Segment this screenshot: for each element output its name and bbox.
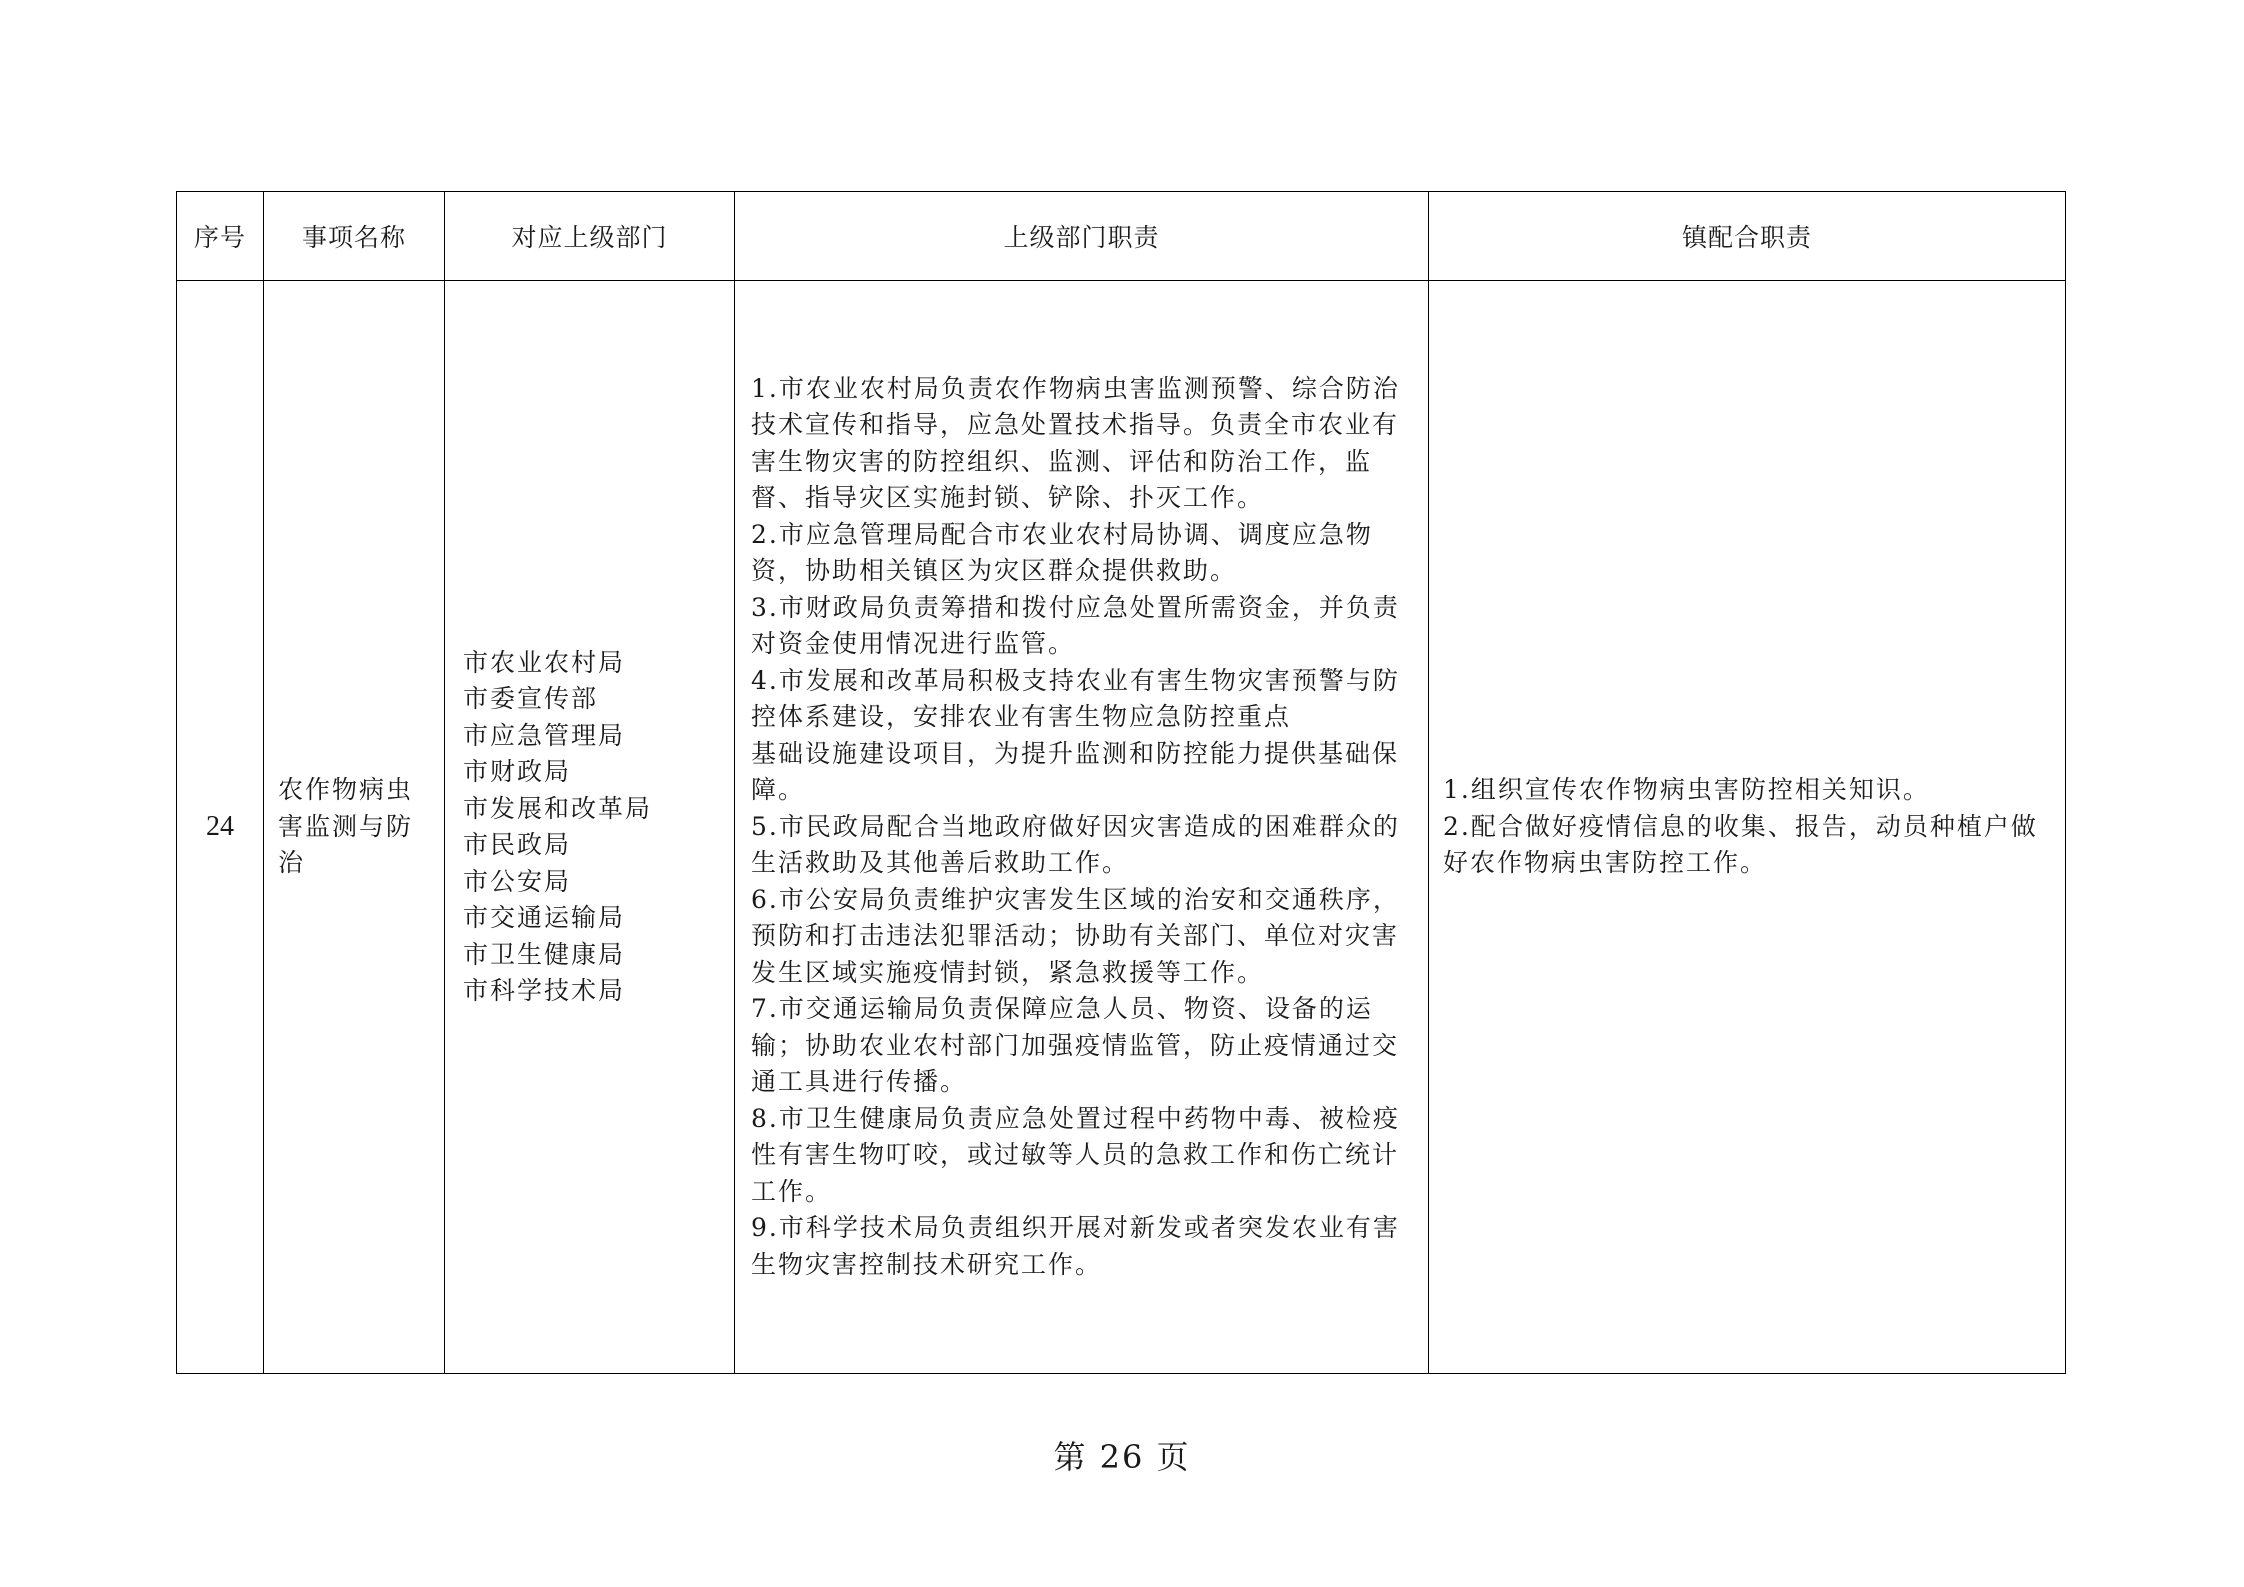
department-item: 市科学技术局 — [463, 976, 626, 1005]
duty-item: 3.市财政局负责筹措和拨付应急处置所需资金，并负责对资金使用情况进行监管。 — [751, 592, 1400, 659]
duty-item: 4.市发展和改革局积极支持农业有害生物灾害预警与防控体系建设，安排农业有害生物应急防控重点 — [751, 665, 1400, 732]
duty-item: 1.市农业农村局负责农作物病虫害监测预警、综合防治技术宣传和指导，应急处置技术指导。负责全市农业有害生物灾害的防控组织、监测、评估和防治工作，监督、指导灾区实施封锁、铲除、扑灭工作。 — [751, 373, 1400, 513]
duty-item: 2.市应急管理局配合市农业农村局协调、调度应急物资，协助相关镇区为灾区群众提供救助。 — [751, 519, 1373, 586]
duty-item: 8.市卫生健康局负责应急处置过程中药物中毒、被检疫性有害生物叮咬，或过敏等人员的急救工作和伤亡统计工作。 — [751, 1103, 1400, 1206]
department-item: 市公安局 — [463, 866, 572, 896]
header-seq: 序号 — [177, 192, 264, 281]
department-item: 市财政局 — [463, 757, 572, 786]
department-item: 市发展和改革局 — [463, 793, 653, 823]
town-duties-cell — [1429, 281, 2066, 1374]
department-item: 市民政局 — [463, 830, 572, 859]
header-departments: 对应上级部门 — [445, 192, 735, 281]
duty-item: 5.市民政局配合当地政府做好因灾害造成的困难群众的生活救助及其他善后救助工作。 — [751, 811, 1400, 878]
superior-duties-cell — [735, 281, 1429, 1374]
duty-item: 9.市科学技术局负责组织开展对新发或者突发农业有害生物灾害控制技术研究工作。 — [751, 1213, 1400, 1279]
department-item: 市委宣传部 — [463, 684, 599, 713]
department-item: 市农业农村局 — [463, 647, 626, 677]
duty-item: 7.市交通运输局负责保障应急人员、物资、设备的运输；协助农业农村部门加强疫情监管，防止疫情通过交通工具进行传播。 — [751, 994, 1400, 1097]
town-duty-item: 1.组织宣传农作物病虫害防控相关知识。 — [1443, 775, 1930, 805]
page-number: 第 26 页 — [1053, 1438, 1191, 1476]
department-item: 市应急管理局 — [463, 720, 626, 750]
departments-cell — [445, 281, 735, 1374]
duty-item: 6.市公安局负责维护灾害发生区域的治安和交通秩序，预防和打击违法犯罪活动；协助有关部门、单位对灾害发生区域实施疫情封锁，紧急救援等工作。 — [751, 884, 1400, 987]
item-name-cell: 农作物病虫害监测与防治 — [264, 281, 445, 1374]
table-row — [177, 281, 2066, 1374]
duty-item: 基础设施建设项目，为提升监测和防控能力提供基础保障。 — [751, 738, 1400, 805]
header-superior-duties: 上级部门职责 — [735, 192, 1429, 281]
seq-cell: 24 — [177, 281, 264, 1374]
department-item: 市卫生健康局 — [463, 939, 626, 969]
header-item-name: 事项名称 — [264, 192, 445, 281]
town-duty-item: 2.配合做好疫情信息的收集、报告，动员种植户做好农作物病虫害防控工作。 — [1443, 811, 2038, 878]
department-item: 市交通运输局 — [463, 903, 626, 932]
header-town-duties: 镇配合职责 — [1429, 192, 2066, 281]
duties-table — [176, 191, 2066, 1374]
table-header-row — [177, 192, 2066, 281]
